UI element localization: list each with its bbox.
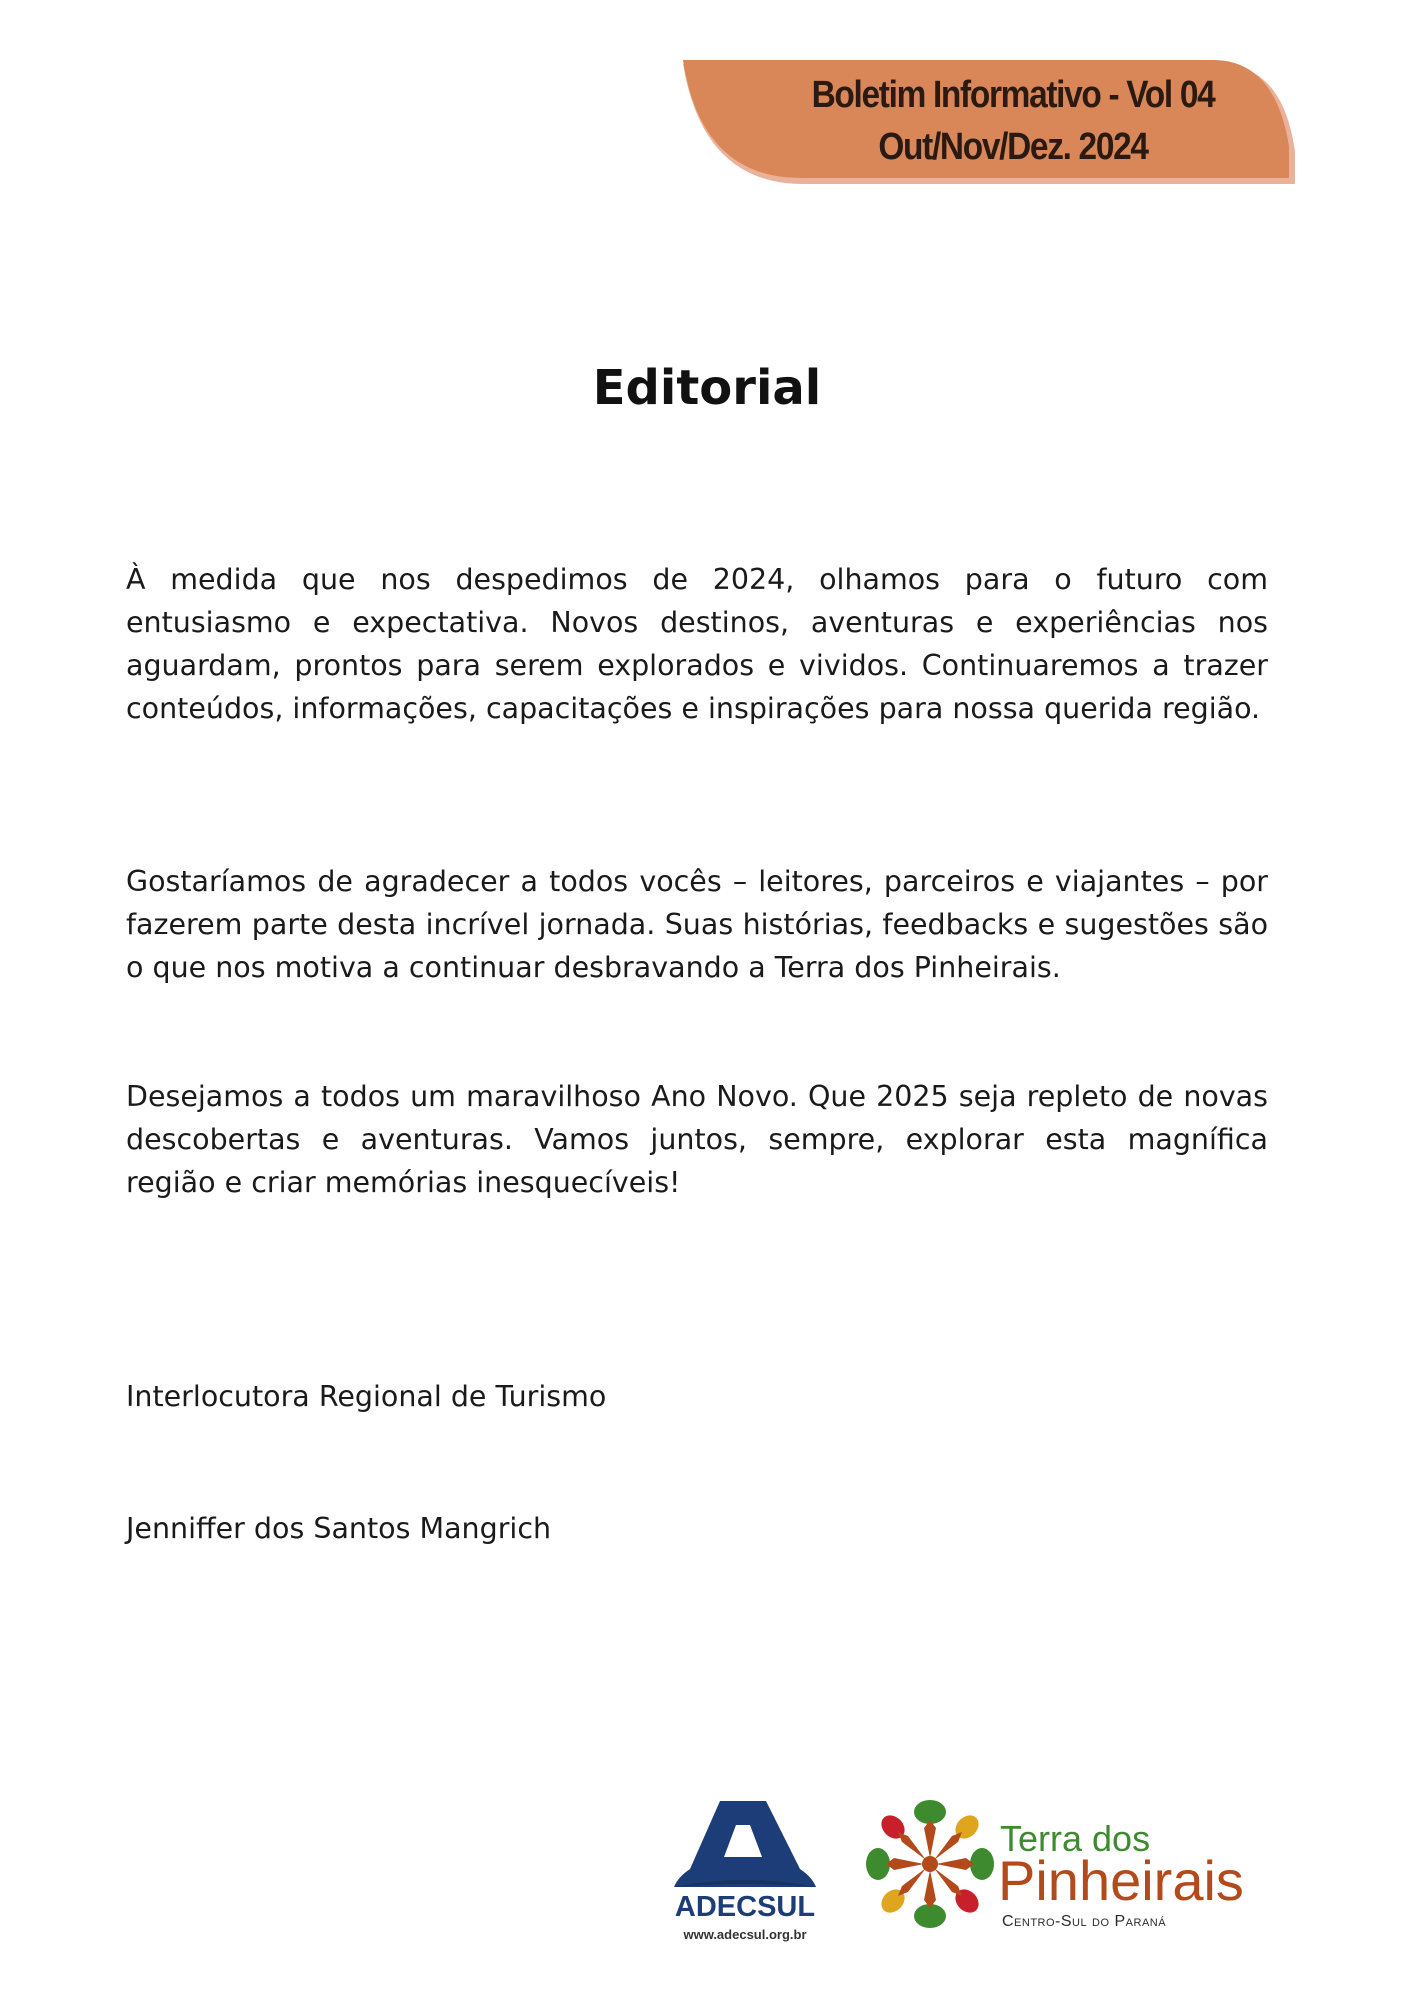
bulletin-period: Out/Nov/Dez. 2024 (878, 126, 1148, 168)
adecsul-name: ADECSUL (674, 1891, 816, 1923)
adecsul-logo (670, 1795, 820, 1945)
adecsul-url: www.adecsul.org.br (683, 1927, 807, 1942)
signature-name: Jenniffer dos Santos Mangrich (126, 1512, 552, 1545)
logo-text-pinheirais: Pinheirais (998, 1849, 1244, 1912)
araucaria-flower-icon (860, 1794, 1000, 1934)
paragraph: Desejamos a todos um maravilhoso Ano Novo. Que 2025 seja repleto de novas descobertas e aventuras. Vamos juntos, sempre, explorar esta magnífica região e criar memórias inesquecíveis! (126, 1080, 1268, 1199)
paragraph: À medida que nos despedimos de 2024, olhamos para o futuro com entusiasmo e expectativa. Novos destinos, aventuras e experiências nos aguardam, prontos para serem explorados e vividos. Continuaremos a trazer conteúdos, informações, capacitações e inspirações para nossa querida região. (126, 563, 1268, 725)
logo-text-terra-dos: Terra dos (1000, 1818, 1151, 1859)
signature-role: Interlocutora Regional de Turismo (126, 1380, 607, 1413)
adecsul-a-icon (670, 1795, 820, 1895)
terra-dos-pinheirais-logo (860, 1790, 1290, 1940)
paragraph: Gostaríamos de agradecer a todos vocês – leitores, parceiros e viajantes – por fazerem parte desta incrível jornada. Suas histórias, feedbacks e sugestões são o que nos motiva a continuar desbravando a Terra dos Pinheirais. (126, 865, 1268, 984)
bulletin-title: Boletim Informativo - Vol 04 (811, 74, 1215, 116)
header-banner (683, 60, 1298, 200)
logo-text-region: Centro-Sul do Paraná (1002, 1913, 1167, 1930)
page-title: Editorial (592, 360, 822, 416)
